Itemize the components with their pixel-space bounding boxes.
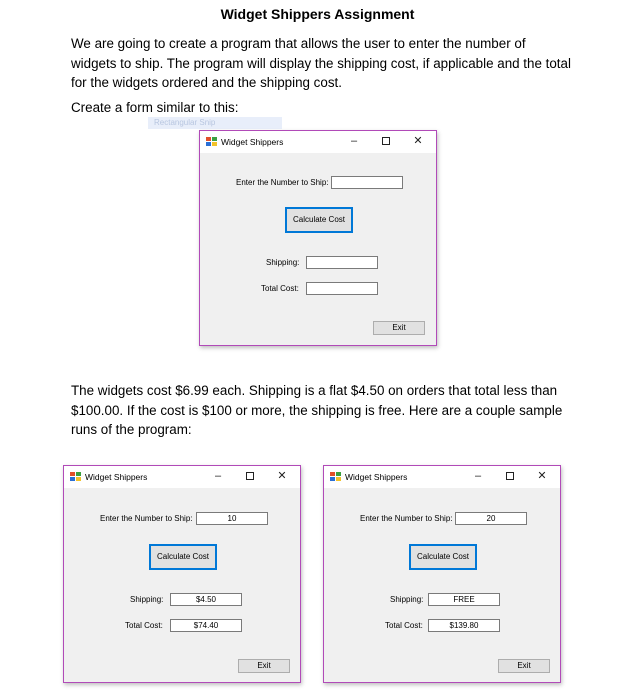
total-output (306, 282, 378, 295)
minimize-button[interactable]: – (214, 470, 222, 482)
shipping-output: FREE (428, 593, 500, 606)
total-label: Total Cost: (261, 284, 299, 293)
shipping-label: Shipping: (130, 595, 164, 604)
total-label: Total Cost: (125, 621, 163, 630)
window-title: Widget Shippers (221, 137, 284, 147)
app-icon (70, 472, 81, 481)
calculate-cost-button[interactable]: Calculate Cost (149, 544, 217, 570)
title-bar[interactable] (64, 466, 300, 488)
number-input[interactable]: 10 (196, 512, 268, 525)
create-form-paragraph: Create a form similar to this: (71, 100, 239, 115)
shipping-label: Shipping: (390, 595, 424, 604)
close-button[interactable]: ✕ (413, 135, 423, 147)
shipping-output: $4.50 (170, 593, 242, 606)
total-output: $139.80 (428, 619, 500, 632)
close-button[interactable]: ✕ (537, 470, 547, 482)
exit-button[interactable]: Exit (373, 321, 425, 335)
maximize-button[interactable] (242, 469, 258, 483)
maximize-icon (506, 472, 514, 480)
window-title: Widget Shippers (85, 472, 148, 482)
number-label: Enter the Number to Ship: (100, 514, 193, 523)
total-output: $74.40 (170, 619, 242, 632)
maximize-icon (246, 472, 254, 480)
number-input[interactable]: 20 (455, 512, 527, 525)
maximize-icon (382, 137, 390, 145)
close-button[interactable]: ✕ (277, 470, 287, 482)
number-input[interactable] (331, 176, 403, 189)
app-icon (330, 472, 341, 481)
intro-paragraph: We are going to create a program that allows the user to enter the number of widgets to ship. The program will display the shipping cost, if applicable and the total for the widgets ordered and the shipping cost. (71, 36, 571, 90)
pricing-paragraph: The widgets cost $6.99 each. Shipping is a flat $4.50 on orders that total less than $100.00. If the cost is $100 or more, the shipping is free. Here are a couple sample runs of the program: (71, 383, 563, 437)
app-icon (206, 137, 217, 146)
maximize-button[interactable] (378, 134, 394, 148)
number-label: Enter the Number to Ship: (236, 178, 329, 187)
number-label: Enter the Number to Ship: (360, 514, 453, 523)
title-bar[interactable] (200, 131, 436, 153)
calculate-cost-button[interactable]: Calculate Cost (285, 207, 353, 233)
exit-button[interactable]: Exit (238, 659, 290, 673)
exit-button[interactable]: Exit (498, 659, 550, 673)
shipping-output (306, 256, 378, 269)
minimize-button[interactable]: – (350, 135, 358, 147)
document-title: Widget Shippers Assignment (220, 6, 415, 22)
shipping-label: Shipping: (266, 258, 300, 267)
snip-ghost-tag: Rectangular Snip (148, 117, 282, 129)
title-bar[interactable] (324, 466, 560, 488)
form-window-design (199, 130, 437, 346)
calculate-cost-button[interactable]: Calculate Cost (409, 544, 477, 570)
window-title: Widget Shippers (345, 472, 408, 482)
form-window-run-1 (63, 465, 301, 683)
minimize-button[interactable]: – (474, 470, 482, 482)
total-label: Total Cost: (385, 621, 423, 630)
maximize-button[interactable] (502, 469, 518, 483)
form-window-run-2 (323, 465, 561, 683)
